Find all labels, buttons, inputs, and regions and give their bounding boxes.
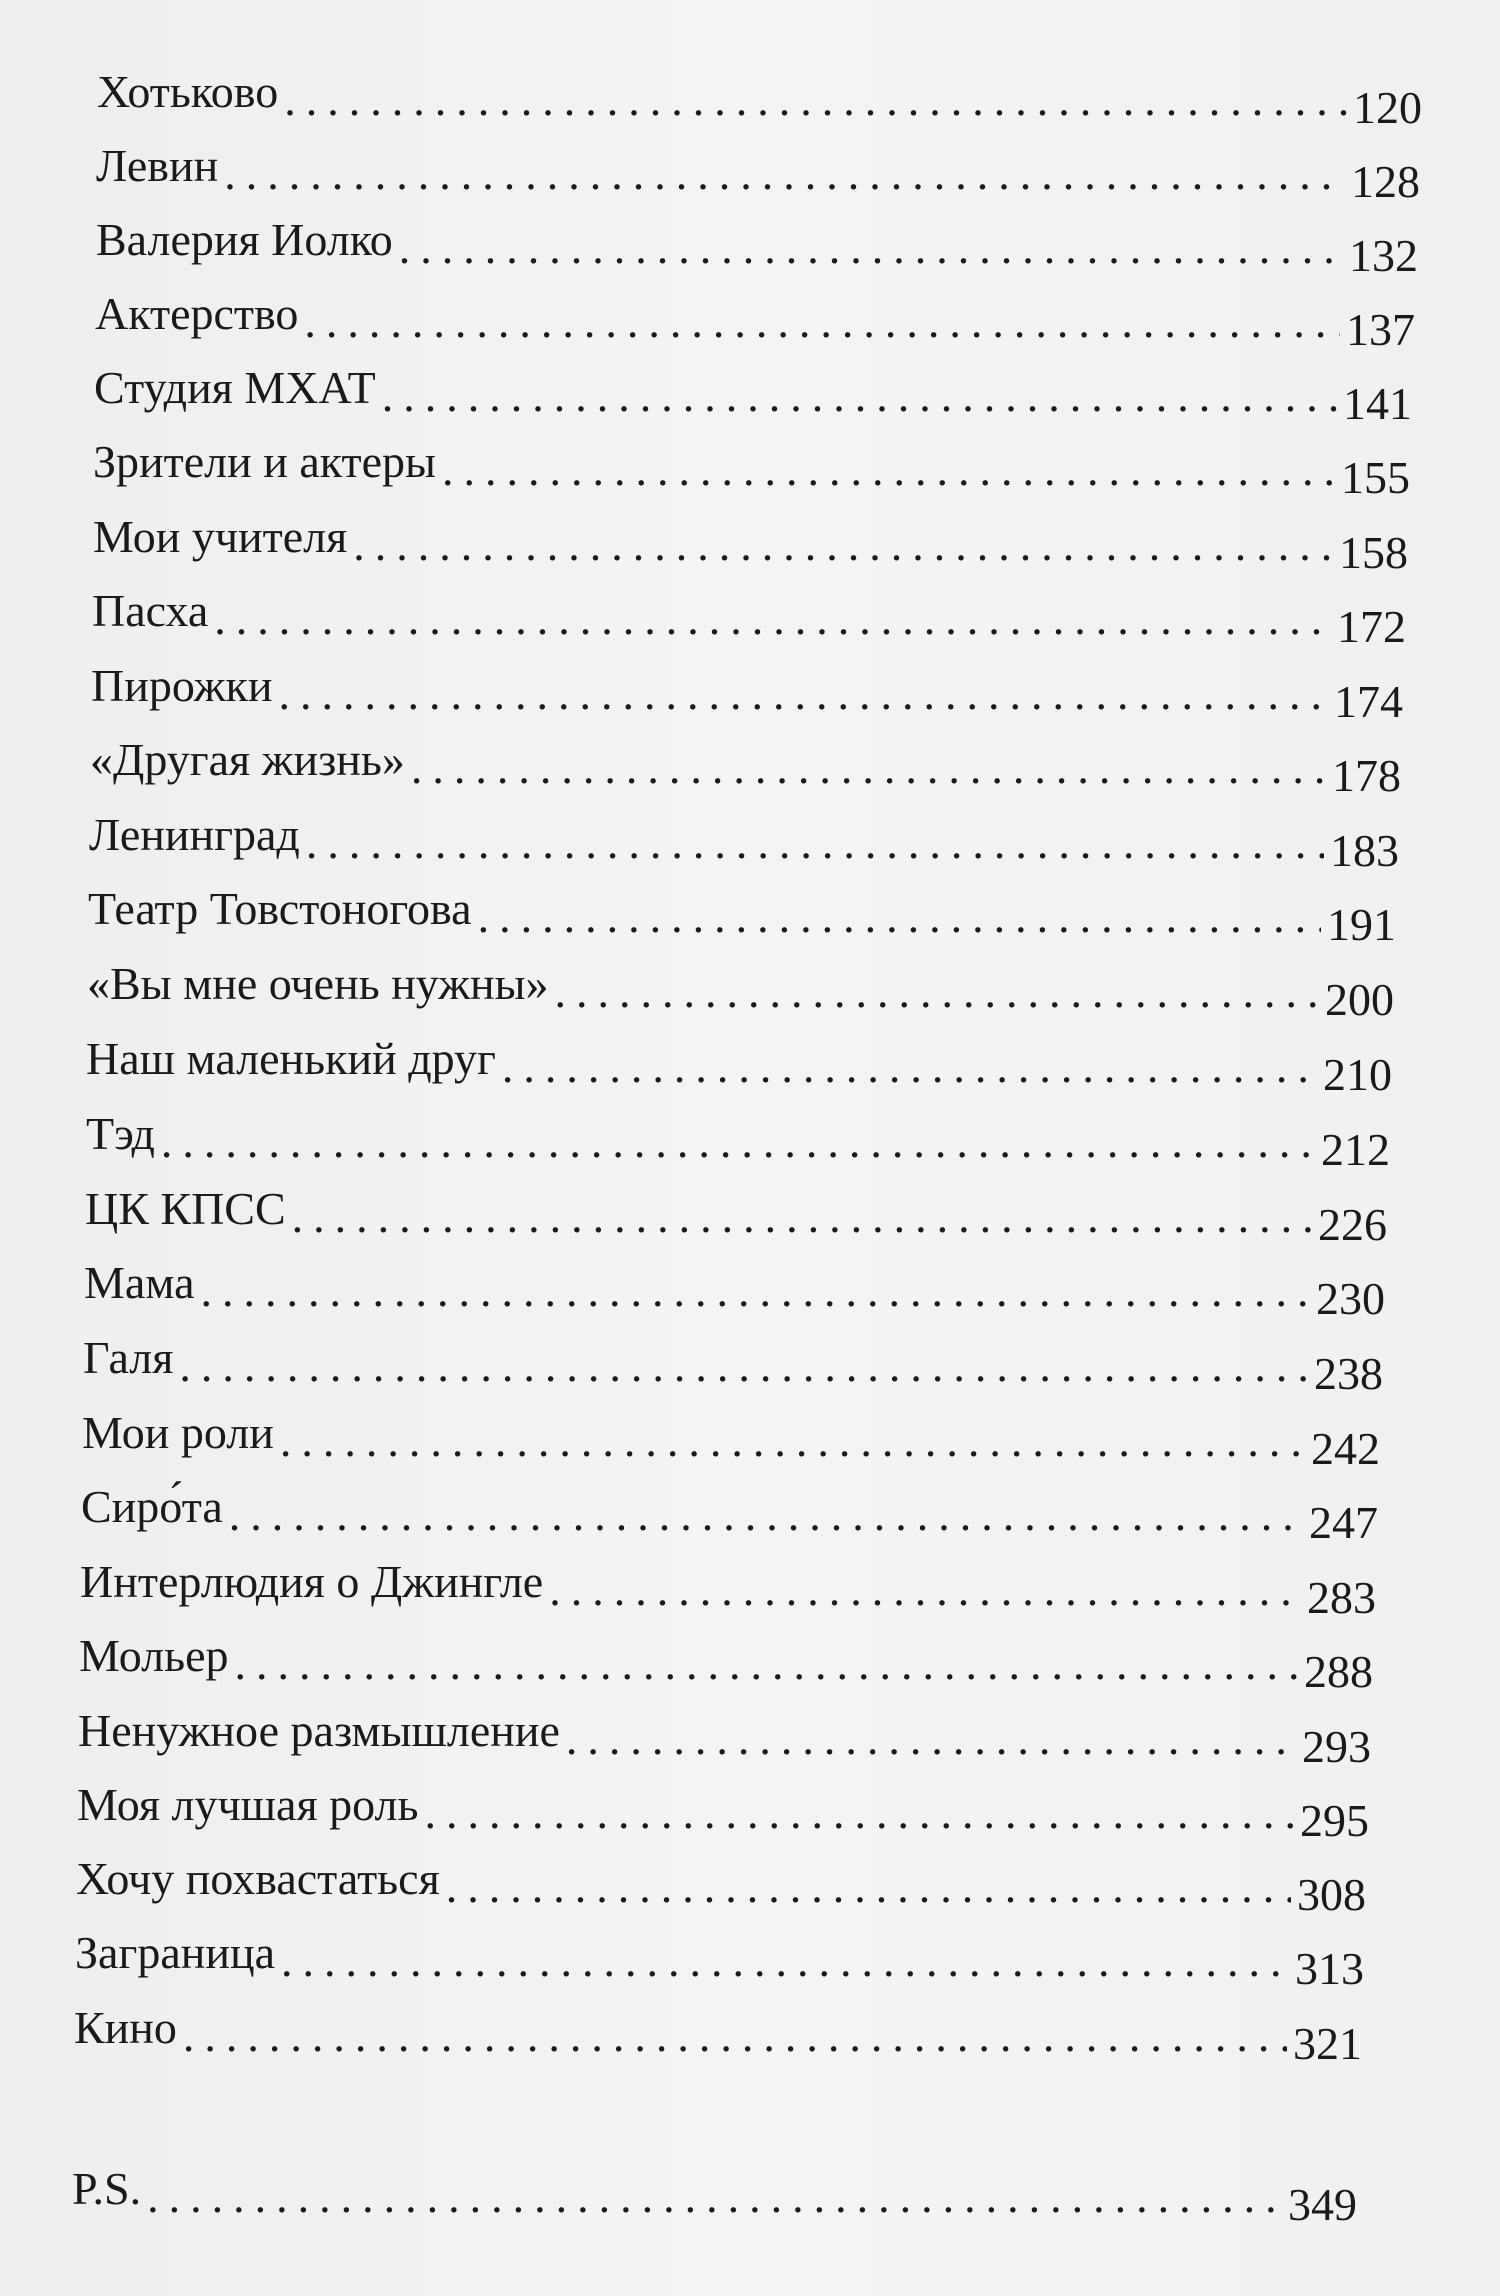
toc-entry-title: ЦК КПСС bbox=[85, 1183, 286, 1234]
dot-leader bbox=[353, 515, 1333, 575]
toc-entry-title: Театр Товстоногова bbox=[88, 883, 472, 934]
toc-entry bbox=[86, 1029, 1392, 1100]
toc-entry-page: 120 bbox=[1353, 82, 1422, 133]
toc-entry bbox=[97, 62, 1422, 133]
toc-entry-title: Заграница bbox=[75, 1927, 276, 1978]
toc-entry-page: 212 bbox=[1321, 1124, 1390, 1175]
toc-entry-title: «Вы мне очень нужны» bbox=[87, 958, 549, 1009]
toc-entry-page: 242 bbox=[1311, 1423, 1380, 1474]
toc-entry-title: Ленинград bbox=[89, 809, 300, 860]
toc-entry-page: 283 bbox=[1307, 1572, 1376, 1623]
toc-entry-title: Галя bbox=[83, 1332, 174, 1383]
toc-entry-title: Кино bbox=[74, 2002, 177, 2053]
dot-leader bbox=[224, 144, 1345, 204]
toc-entry bbox=[82, 1403, 1380, 1474]
toc-entry-page: 293 bbox=[1302, 1721, 1371, 1772]
toc-entry-page: 174 bbox=[1334, 676, 1403, 727]
toc-entry bbox=[90, 730, 1401, 801]
toc-entry-title: Тэд bbox=[86, 1108, 155, 1159]
dot-leader bbox=[304, 292, 1340, 352]
dot-leader bbox=[161, 1112, 1315, 1172]
toc-entry-page: 230 bbox=[1316, 1273, 1385, 1324]
dot-leader bbox=[235, 1634, 1299, 1694]
toc-entry-title: Валерия Иолко bbox=[96, 214, 393, 265]
toc-entry-page: 247 bbox=[1309, 1497, 1378, 1548]
toc-entry-title: Сиро́та bbox=[81, 1481, 223, 1532]
toc-entry bbox=[87, 954, 1394, 1025]
dot-leader bbox=[555, 962, 1319, 1022]
dot-leader bbox=[281, 1931, 1289, 1991]
dot-leader bbox=[411, 738, 1326, 798]
toc-entry-page: 137 bbox=[1346, 304, 1415, 355]
toc-entry bbox=[77, 1775, 1369, 1846]
toc-entry-page: 313 bbox=[1295, 1943, 1364, 1994]
dot-leader bbox=[478, 887, 1321, 947]
toc-entry bbox=[93, 507, 1408, 578]
dot-leader bbox=[424, 1783, 1294, 1843]
toc-entry-title: Студия МХАТ bbox=[94, 362, 376, 413]
toc-entry bbox=[72, 2159, 1357, 2230]
toc-entry-page: 141 bbox=[1343, 378, 1412, 429]
toc-entry-page: 295 bbox=[1300, 1795, 1369, 1846]
toc-entry bbox=[95, 284, 1415, 355]
toc-entry bbox=[74, 1998, 1362, 2069]
toc-entry bbox=[92, 581, 1406, 652]
toc-entry-title: Моя лучшая роль bbox=[77, 1779, 419, 1830]
toc-entry-page: 288 bbox=[1304, 1646, 1373, 1697]
toc-entry-title: P.S. bbox=[72, 2163, 142, 2214]
toc-entry-title: Интерлюдия о Джингле bbox=[80, 1556, 544, 1607]
dot-leader bbox=[183, 2006, 1287, 2066]
toc-entry-page: 200 bbox=[1325, 974, 1394, 1025]
toc-entry-title: «Другая жизнь» bbox=[90, 734, 405, 785]
dot-leader bbox=[284, 70, 1347, 130]
toc-entry bbox=[88, 879, 1396, 950]
toc-entry-title: Пасха bbox=[92, 585, 209, 636]
toc-entry bbox=[96, 136, 1420, 207]
toc-entry-page: 210 bbox=[1323, 1049, 1392, 1100]
dot-leader bbox=[382, 366, 1337, 426]
toc-entry bbox=[76, 1849, 1366, 1920]
toc-entry-title: Мама bbox=[84, 1257, 195, 1308]
toc-entry-page: 226 bbox=[1318, 1199, 1387, 1250]
toc-entry-page: 321 bbox=[1293, 2018, 1362, 2069]
dot-leader bbox=[306, 813, 1324, 873]
toc-entry-page: 155 bbox=[1341, 452, 1410, 503]
dot-leader bbox=[278, 664, 1328, 724]
toc-entry bbox=[84, 1253, 1385, 1324]
toc-entry-page: 128 bbox=[1351, 156, 1420, 207]
dot-leader bbox=[549, 1560, 1301, 1620]
toc-entry bbox=[75, 1923, 1364, 1994]
toc-entry bbox=[79, 1626, 1373, 1697]
toc-entry-title: Хотьково bbox=[97, 66, 279, 117]
toc-entry-title: Пирожки bbox=[91, 660, 273, 711]
dot-leader bbox=[566, 1709, 1296, 1769]
toc-entry-page: 191 bbox=[1327, 899, 1396, 950]
toc-entry-page: 132 bbox=[1349, 230, 1418, 281]
toc-entry bbox=[78, 1701, 1371, 1772]
dot-leader bbox=[229, 1485, 1303, 1545]
dot-leader bbox=[201, 1261, 1310, 1321]
toc-entry-page: 349 bbox=[1288, 2179, 1357, 2230]
toc-entry-title: Наш маленький друг bbox=[86, 1033, 496, 1084]
toc-entry bbox=[85, 1179, 1387, 1250]
toc-entry-page: 183 bbox=[1330, 825, 1399, 876]
dot-leader bbox=[502, 1037, 1317, 1097]
toc-entry-page: 178 bbox=[1332, 750, 1401, 801]
toc-entry-title: Зрители и актеры bbox=[93, 436, 436, 487]
toc-entry bbox=[96, 210, 1418, 281]
dot-leader bbox=[292, 1187, 1312, 1247]
toc-entry bbox=[83, 1328, 1383, 1399]
toc-entry-page: 158 bbox=[1339, 527, 1408, 578]
toc-entry-title: Хочу похвастаться bbox=[76, 1853, 440, 1904]
toc-entry-page: 172 bbox=[1337, 601, 1406, 652]
toc-entry-page: 238 bbox=[1314, 1348, 1383, 1399]
dot-leader bbox=[179, 1336, 1308, 1396]
dot-leader bbox=[399, 218, 1343, 278]
dot-leader bbox=[214, 589, 1331, 649]
toc-entry-title: Мои роли bbox=[82, 1407, 274, 1458]
toc-entry-title: Левин bbox=[96, 140, 219, 191]
toc-entry-title: Мои учителя bbox=[93, 511, 348, 562]
dot-leader bbox=[442, 440, 1335, 500]
toc-entry bbox=[80, 1552, 1376, 1623]
toc-entry-title: Ненужное размышление bbox=[78, 1705, 560, 1756]
toc-entry bbox=[93, 432, 1410, 503]
dot-leader bbox=[446, 1857, 1291, 1917]
toc-entry-page: 308 bbox=[1297, 1869, 1366, 1920]
toc-entry bbox=[81, 1477, 1378, 1548]
toc-entry bbox=[91, 656, 1403, 727]
toc-entry bbox=[89, 805, 1399, 876]
dot-leader bbox=[280, 1411, 1305, 1471]
dot-leader bbox=[147, 2167, 1282, 2227]
toc-entry bbox=[94, 358, 1412, 429]
toc-entry-title: Мольер bbox=[79, 1630, 229, 1681]
toc-entry bbox=[86, 1104, 1390, 1175]
toc-entry-title: Актерство bbox=[95, 288, 299, 339]
